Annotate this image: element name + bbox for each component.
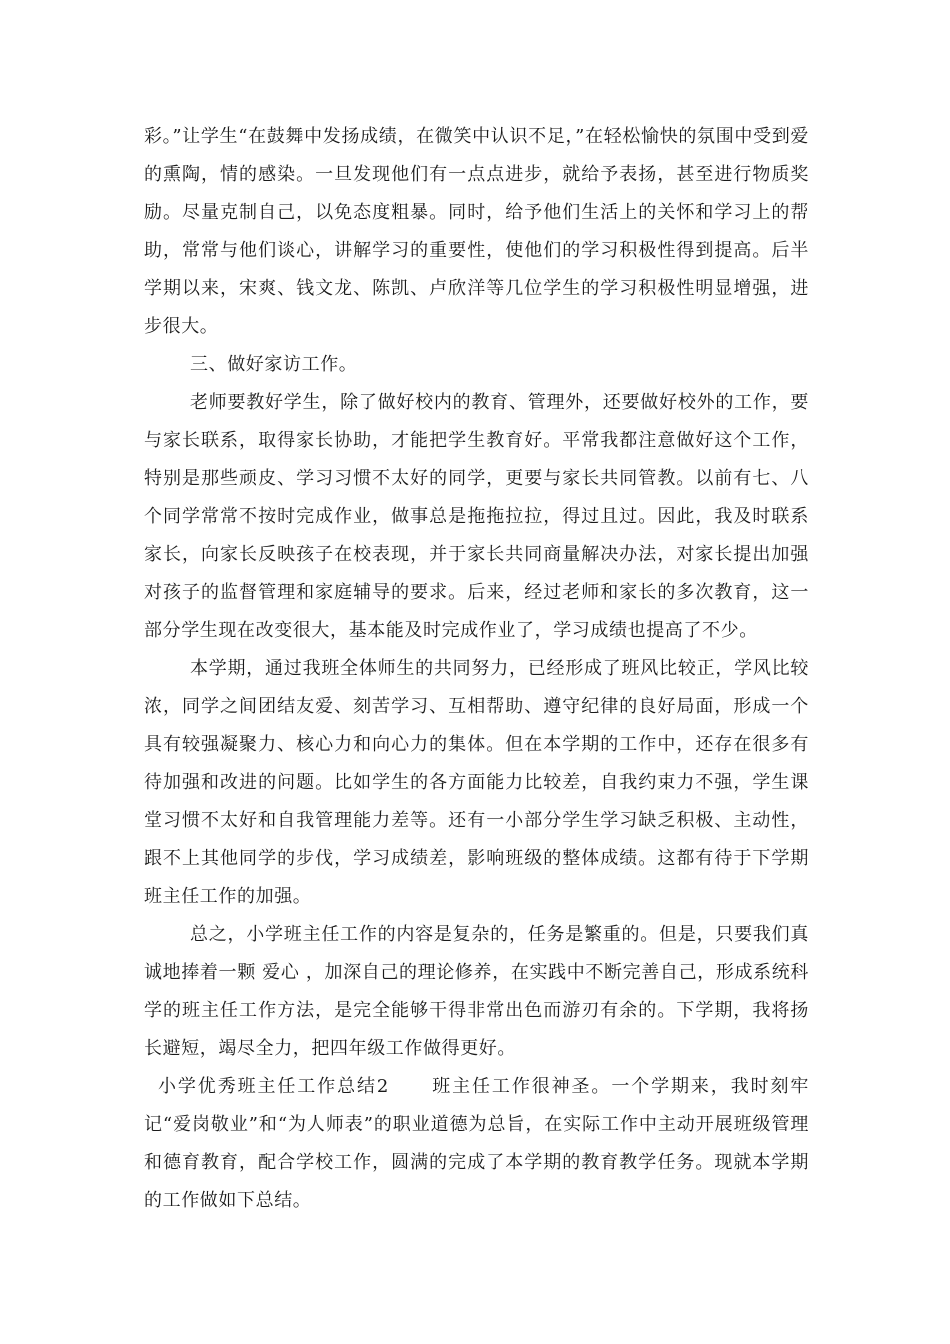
paragraph-continued: 彩。”让学生“在鼓舞中发扬成绩，在微笑中认识不足，”在轻松愉快的氛围中受到爱的熏陶，情的感染。一旦发现他们有一点点进步，就给予表扬，甚至进行物质奖励。尽量克制自己，以免态度粗暴。同时，给予他们生活上的关怀和学习上的帮助，常常与他们谈心，讲解学习的重要性，使他们的学习积极性得到提高。后半学期以来，宋爽、钱文龙、陈凯、卢欣洋等几位学生的学习积极性明显增强，进步很大。	[144, 126, 809, 337]
section2-title: 小学优秀班主任工作总结2	[158, 1076, 389, 1097]
paragraph-conclusion: 总之，小学班主任工作的内容是复杂的，任务是繁重的。但是，只要我们真诚地捧着一颗 爱心 ，加深自己的理论修养，在实践中不断完善自己，形成系统科学的班主任工作方法，是完全能够干得非常出色而游刃有余的。下学期，我将扬长避短，竭尽全力，把四年级工作做得更好。	[144, 924, 809, 1059]
section2-body: 班主任工作很神圣。一个学期来，我时刻牢记“爱岗敬业”和“为人师表”的职业道德为总旨，在实际工作中主动开展班级管理和德育教育，配合学校工作，圆满的完成了本学期的教育教学任务。现就本学期的工作做如下总结。	[144, 1076, 809, 1211]
section2-paragraph	[144, 1068, 809, 1220]
paragraph-home-visits: 老师要教好学生，除了做好校内的教育、管理外，还要做好校外的工作，要与家长联系，取得家长协助，才能把学生教育好。平常我都注意做好这个工作，特别是那些顽皮、学习习惯不太好的同学，更要与家长共同管教。以前有七、八个同学常常不按时完成作业，做事总是拖拖拉拉，得过且过。因此，我及时联系家长，向家长反映孩子在校表现，并于家长共同商量解决办法，对家长提出加强对孩子的监督管理和家庭辅导的要求。后来，经过老师和家长的多次教育，这一部分学生现在改变很大，基本能及时完成作业了，学习成绩也提高了不少。	[144, 392, 809, 641]
document-page	[144, 118, 809, 1220]
section-heading-home-visits: 三、做好家访工作。	[190, 354, 358, 375]
paragraph-semester-summary: 本学期，通过我班全体师生的共同努力，已经形成了班风比较正，学风比较浓，同学之间团结友爱、刻苦学习、互相帮助、遵守纪律的良好局面，形成一个具有较强凝聚力、核心力和向心力的集体。但在本学期的工作中，还存在很多有待加强和改进的问题。比如学生的各方面能力比较差，自我约束力不强，学生课堂习惯不太好和自我管理能力差等。还有一小部分学生学习缺乏积极、主动性，跟不上其他同学的步伐，学习成绩差，影响班级的整体成绩。这都有待于下学期班主任工作的加强。	[144, 658, 809, 907]
